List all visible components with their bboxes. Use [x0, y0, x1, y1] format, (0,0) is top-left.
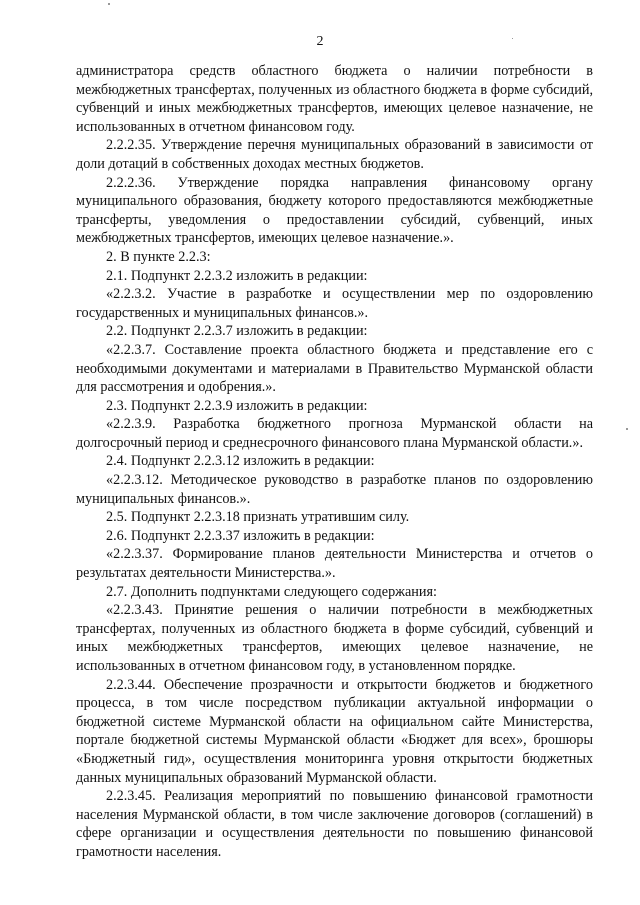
- scan-speck: [626, 428, 628, 430]
- paragraph-2: 2.2.2.35. Утверждение перечня муниципальных образований в зависимости от доли дотаций в собственных доходах местных бюджетов.: [76, 137, 593, 172]
- page-number: 2: [316, 34, 324, 49]
- paragraph-19: 2.2.3.45. Реализация мероприятий по повышению финансовой грамотности населения Мурманской области, в том числе заключение договоров (соглашений) в сфере организации и осуществления деятельности по повышению финансовой грамотности населения.: [76, 788, 593, 860]
- paragraph-8: «2.2.3.7. Составление проекта областного бюджета и представление его с необходимыми документами и материалами в Правительство Мурманской области для рассмотрения и одобрения.».: [76, 341, 593, 396]
- paragraph-1: администратора средств областного бюджета о наличии потребности в межбюджетных трансфертах, полученных из областного бюджета в форме субсидий, субвенций и иных межбюджетных трансфертов, имеющих целевое назначение, не использованных в отчетном финансовом году.: [76, 63, 593, 135]
- document-body: [76, 62, 593, 862]
- paragraph-10: «2.2.3.9. Разработка бюджетного прогноза Мурманской области на долгосрочный период и среднесрочного финансового плана Мурманской области.».: [76, 416, 593, 451]
- paragraph-6: «2.2.3.2. Участие в разработке и осуществлении мер по оздоровлению государственных и муниципальных финансов.».: [76, 286, 593, 321]
- paragraph-17: «2.2.3.43. Принятие решения о наличии потребности в межбюджетных трансфертах, полученных из областного бюджета в форме субсидий, субвенций и иных межбюджетных трансфертов, имеющих целевое назначение, не использованных в отчетном финансовом году, в установленном порядке.: [76, 602, 593, 674]
- paragraph-13: 2.5. Подпункт 2.2.3.18 признать утратившим силу.: [106, 509, 410, 526]
- scan-speck: [108, 3, 110, 5]
- paragraph-3: 2.2.2.36. Утверждение порядка направления финансовому органу муниципального образования, бюджету которого предоставляются межбюджетные трансферты, уведомления о предоставлении субсидий, субвенций, иных межбюджетных трансфертов, имеющих целевое назначение.».: [76, 174, 593, 247]
- paragraph-18: 2.2.3.44. Обеспечение прозрачности и открытости бюджетов и бюджетного процесса, в том числе посредством публикации актуальной информации о бюджетной системе Мурманской области на официальном сайте Министерства, портале бюджетной системы Мурманской области «Бюджет для всех», брошюры «Бюджетный гид», осуществления мониторинга уровня открытости бюджетных данных муниципальных образований Мурманской области.: [76, 676, 593, 786]
- paragraph-11: 2.4. Подпункт 2.2.3.12 изложить в редакции:: [106, 453, 375, 470]
- paragraph-5: 2.1. Подпункт 2.2.3.2 изложить в редакции:: [106, 267, 368, 284]
- paragraph-14: 2.6. Подпункт 2.2.3.37 изложить в редакции:: [106, 527, 375, 544]
- paragraph-15: «2.2.3.37. Формирование планов деятельности Министерства и отчетов о результатах деятельности Министерства.».: [76, 546, 593, 582]
- paragraph-12: «2.2.3.12. Методическое руководство в разработке планов по оздоровлению муниципальных финансов.».: [76, 472, 593, 507]
- paragraph-9: 2.3. Подпункт 2.2.3.9 изложить в редакции:: [106, 397, 368, 414]
- paragraph-16: 2.7. Дополнить подпунктами следующего содержания:: [106, 583, 437, 600]
- paragraph-4: 2. В пункте 2.2.3:: [106, 248, 211, 265]
- paragraph-7: 2.2. Подпункт 2.2.3.7 изложить в редакции:: [106, 323, 368, 340]
- scan-speck: [512, 38, 513, 39]
